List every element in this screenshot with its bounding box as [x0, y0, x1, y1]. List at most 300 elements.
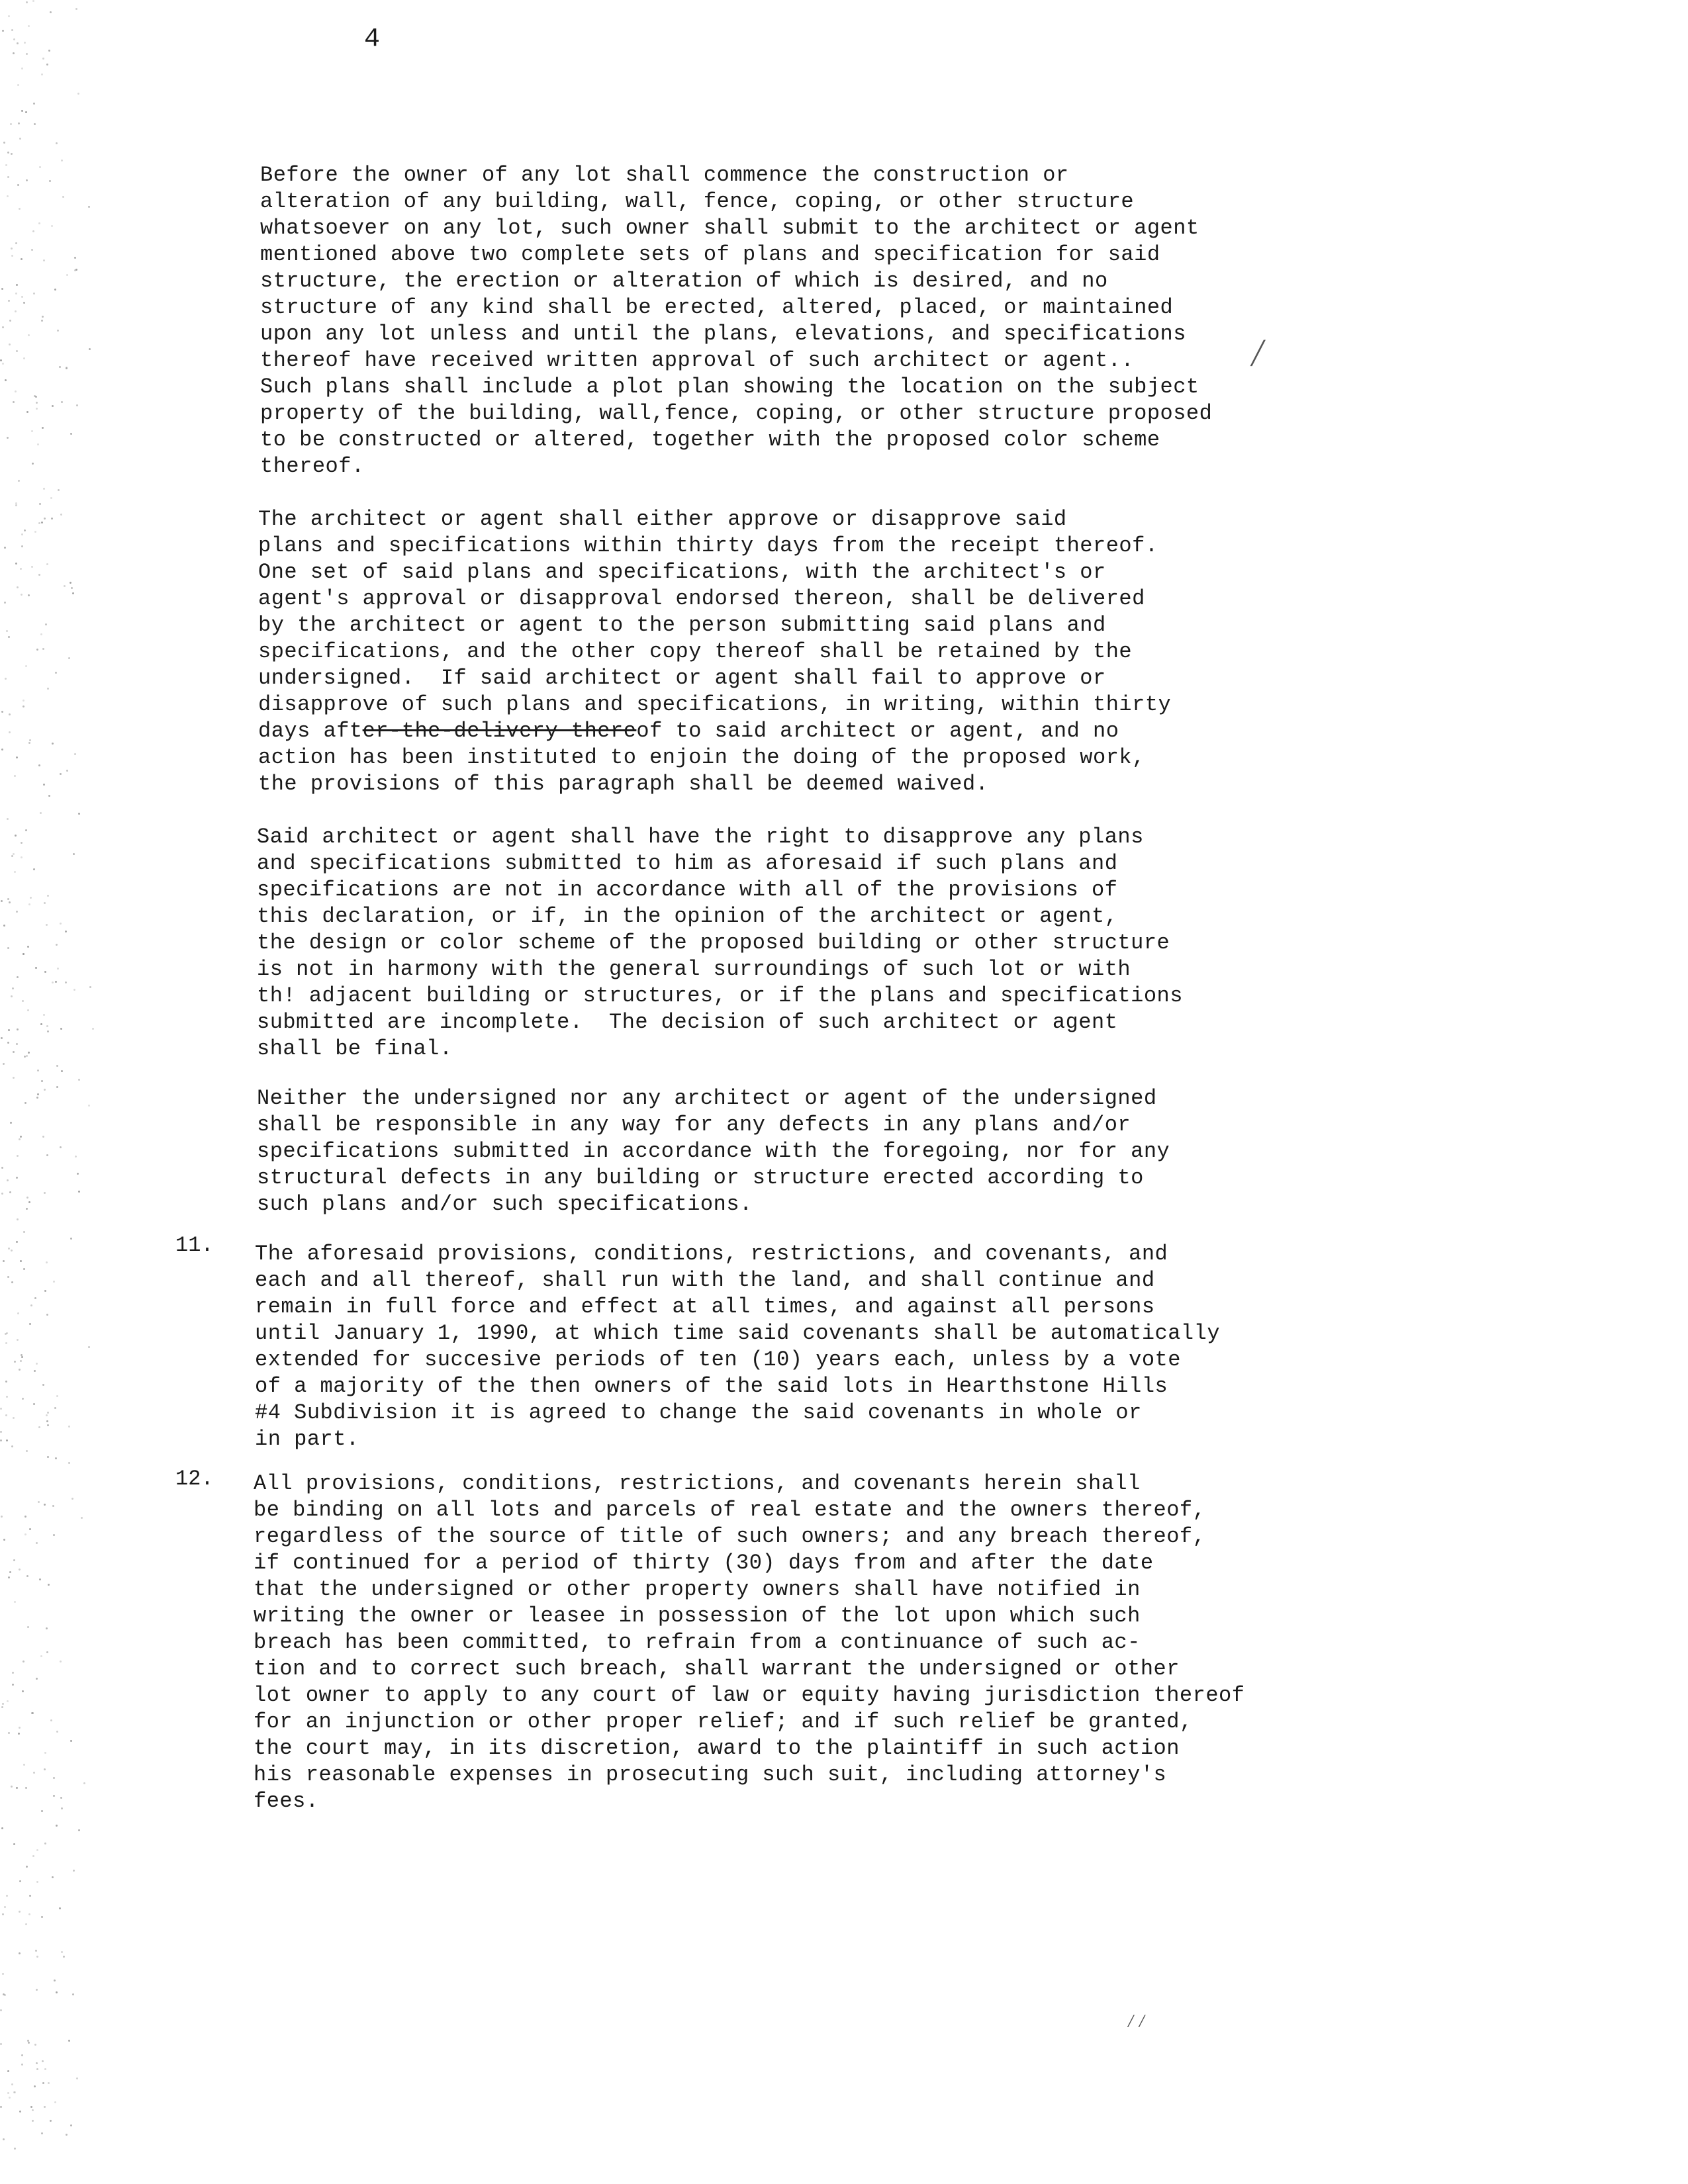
scan-speck — [11, 153, 13, 155]
scan-speck — [19, 1727, 21, 1729]
scan-speck — [16, 1787, 18, 1789]
scan-speck — [56, 1731, 58, 1733]
scan-speck — [44, 1768, 46, 1770]
scan-speck — [41, 1916, 43, 1918]
scan-speck — [23, 357, 25, 359]
scan-speck — [7, 2070, 9, 2072]
scan-speck — [35, 1950, 37, 1952]
scan-speck — [28, 334, 30, 336]
scan-speck — [0, 2043, 2, 2045]
scan-speck — [62, 196, 64, 198]
scan-speck — [21, 110, 23, 112]
scan-speck — [23, 1268, 25, 1270]
scan-speck — [25, 829, 27, 831]
scan-speck — [50, 497, 52, 499]
scan-speck — [32, 0, 34, 2]
scan-speck — [19, 1369, 21, 1371]
scan-speck — [19, 1911, 21, 1913]
text-line: to be constructed or altered, together with the proposed color scheme — [260, 428, 1160, 452]
scan-speck — [16, 350, 18, 352]
scan-speck — [44, 1843, 46, 1844]
scan-speck — [21, 296, 23, 298]
scan-speck — [9, 320, 11, 322]
scan-speck — [23, 705, 24, 707]
text-line: Such plans shall include a plot plan showing the location on the subject — [260, 375, 1199, 399]
scan-speck — [38, 574, 40, 576]
scan-speck — [45, 623, 47, 625]
scan-speck — [8, 1248, 10, 1250]
scan-speck — [17, 1339, 19, 1341]
scan-speck — [15, 835, 17, 837]
scan-speck — [68, 657, 70, 659]
scan-speck — [44, 518, 46, 520]
scan-speck — [60, 1028, 62, 1030]
scan-speck — [20, 568, 22, 570]
scan-speck — [42, 1384, 44, 1386]
scan-speck — [20, 1136, 22, 1138]
scan-speck — [46, 1651, 48, 1653]
scan-speck — [40, 1023, 42, 1025]
scan-speck — [16, 911, 18, 913]
scan-speck — [16, 1043, 18, 1045]
scan-speck — [39, 503, 41, 505]
scan-speck — [38, 222, 40, 224]
scan-speck — [46, 1154, 48, 1156]
scan-speck — [15, 563, 17, 565]
scan-speck — [15, 293, 17, 295]
scan-speck — [30, 897, 32, 899]
scan-speck — [44, 1752, 46, 1754]
scan-speck — [28, 1913, 30, 1915]
scan-speck — [13, 1843, 15, 1845]
scan-speck — [26, 1, 28, 3]
scan-speck — [1, 711, 3, 713]
text-line: structural defects in any building or structure erected according to — [257, 1165, 1144, 1190]
scan-speck — [7, 2092, 9, 2094]
scan-speck — [42, 2082, 44, 2084]
scan-speck — [25, 1787, 27, 1789]
text-line: the provisions of this paragraph shall be deemed waived. — [258, 772, 989, 796]
scan-speck — [17, 1218, 19, 1220]
scan-speck — [78, 1829, 80, 1831]
text-line: fees. — [254, 1789, 319, 1813]
scan-speck — [7, 1276, 9, 1278]
scan-speck — [17, 84, 19, 86]
scan-speck — [23, 302, 25, 304]
scan-speck — [26, 1575, 28, 1577]
text-line: action has been instituted to enjoin the doing of the proposed work, — [258, 745, 1145, 770]
scan-speck — [70, 1740, 72, 1742]
scan-speck — [56, 1825, 58, 1827]
scan-speck — [28, 25, 30, 27]
scan-speck — [21, 545, 23, 547]
scan-speck — [13, 1077, 15, 1079]
scan-speck — [29, 739, 31, 741]
scan-speck — [6, 1396, 8, 1398]
scan-speck — [37, 443, 39, 445]
scan-speck — [5, 379, 7, 381]
scan-speck — [36, 1849, 38, 1851]
scan-speck — [9, 2097, 11, 2099]
scan-speck — [36, 402, 38, 404]
scan-speck — [44, 971, 46, 973]
scan-speck — [56, 1086, 58, 1088]
scan-speck — [17, 1028, 19, 1030]
scan-speck — [31, 566, 33, 568]
scan-speck — [28, 2042, 30, 2044]
scan-speck — [25, 665, 27, 667]
scan-speck — [74, 753, 76, 755]
scan-speck — [10, 1122, 12, 1124]
scan-speck — [74, 257, 76, 259]
scan-speck — [34, 1370, 36, 1372]
scan-speck — [1, 749, 3, 751]
section-11-covenant-duration — [255, 1241, 1220, 1453]
scan-speck — [49, 180, 51, 182]
page-mark: 4 — [364, 24, 381, 54]
scan-speck — [37, 1093, 39, 1095]
text-line: regardless of the source of title of such owners; and any breach thereof, — [254, 1524, 1206, 1549]
scan-speck — [22, 1398, 24, 1400]
scan-speck — [42, 58, 44, 60]
text-line: that the undersigned or other property owners shall have notified in — [254, 1577, 1141, 1602]
scan-speck — [36, 649, 38, 651]
scan-speck — [16, 756, 18, 758]
scan-speck — [33, 1403, 35, 1405]
scan-speck — [26, 411, 28, 413]
scan-speck — [1, 288, 3, 290]
scan-speck — [52, 1505, 54, 1507]
scan-speck — [12, 1672, 14, 1674]
scan-speck — [32, 2120, 34, 2122]
scan-speck — [70, 582, 71, 584]
scan-speck — [21, 2064, 23, 2066]
scan-speck — [24, 529, 26, 531]
scan-speck — [9, 1191, 11, 1193]
scan-speck — [13, 52, 15, 54]
scan-speck — [89, 986, 91, 988]
text-line: Neither the undersigned nor any architect or agent of the undersigned — [257, 1086, 1157, 1111]
scan-speck — [18, 1733, 20, 1735]
scan-speck — [26, 1450, 28, 1452]
scan-speck — [7, 152, 9, 154]
scan-speck — [1, 1516, 3, 1518]
scan-speck — [46, 924, 48, 926]
scan-speck — [47, 1456, 49, 1458]
scan-speck — [24, 1102, 26, 1104]
scan-speck — [10, 123, 12, 125]
scan-speck — [78, 1191, 80, 1193]
scan-speck — [24, 1056, 26, 1058]
scan-speck — [6, 1332, 8, 1334]
scan-speck — [8, 1029, 10, 1031]
scan-speck — [60, 1661, 62, 1662]
scan-speck — [4, 1994, 6, 1996]
scan-speck — [27, 1009, 29, 1011]
scan-speck — [56, 1991, 58, 1993]
scan-speck — [4, 547, 6, 549]
scan-speck — [24, 1533, 26, 1535]
scan-speck — [21, 68, 23, 69]
scan-speck — [5, 1414, 7, 1416]
scan-speck — [36, 1881, 38, 1883]
scan-speck — [68, 2040, 70, 2042]
scan-speck — [53, 1281, 55, 1283]
scan-speck — [3, 2138, 5, 2140]
text-line: this declaration, or if, in the opinion of the architect or agent, — [257, 904, 1118, 929]
text-line: disapprove of such plans and specifications, in writing, within thirty — [258, 692, 1172, 717]
scan-speck — [81, 1517, 83, 1519]
scan-speck — [65, 931, 67, 933]
scan-speck — [44, 1089, 46, 1091]
scan-speck — [28, 903, 30, 905]
scan-speck — [2, 363, 4, 365]
scan-speck — [66, 770, 68, 772]
scan-speck — [36, 408, 38, 410]
scan-speck — [51, 225, 53, 227]
scan-speck — [44, 2068, 46, 2070]
scan-speck — [38, 764, 40, 766]
scan-speck — [50, 1719, 52, 1721]
scan-speck — [15, 390, 17, 392]
text-line: Said architect or agent shall have the right to disapprove any plans — [257, 825, 1144, 849]
scan-speck — [48, 795, 50, 797]
scan-speck — [2, 30, 4, 32]
scan-speck — [27, 1626, 29, 1628]
scan-speck — [55, 1457, 57, 1459]
scan-speck — [60, 923, 62, 925]
scan-speck — [22, 1000, 24, 1002]
scan-speck — [11, 1786, 13, 1788]
text-line: writing the owner or leasee in possession of the lot upon which such — [254, 1604, 1141, 1628]
scan-speck — [0, 1408, 2, 1410]
scan-speck — [16, 1241, 18, 1243]
scan-speck — [8, 300, 10, 302]
scan-speck — [5, 1381, 7, 1383]
scan-speck — [43, 1014, 45, 1016]
scan-speck — [11, 248, 13, 250]
scan-speck — [28, 1201, 30, 1203]
scan-speck — [44, 1504, 46, 1506]
scan-speck — [14, 2091, 16, 2093]
scan-speck — [0, 1439, 2, 1441]
scan-speck — [19, 1952, 21, 1954]
scan-speck — [68, 1462, 70, 1464]
text-line-with-strikeout — [258, 718, 1171, 745]
scan-speck — [61, 401, 63, 403]
scan-speck — [38, 1426, 40, 1428]
scan-speck — [17, 42, 19, 44]
scan-speck — [26, 179, 28, 181]
scan-speck — [34, 2044, 36, 2046]
scan-speck — [26, 1197, 28, 1199]
scan-speck — [75, 8, 77, 10]
scan-speck — [78, 1079, 80, 1081]
scan-speck — [22, 1690, 24, 1692]
scan-speck — [73, 853, 75, 855]
scan-speck — [38, 1501, 40, 1503]
scan-speck — [37, 1069, 39, 1071]
scan-speck — [36, 2062, 38, 2064]
text-line: undersigned. If said architect or agent shall fail to approve or — [258, 666, 1106, 690]
stray-mark: ⁄⁄ — [1125, 2013, 1148, 2033]
scan-speck — [70, 2124, 72, 2126]
scan-speck — [29, 1323, 31, 1325]
scan-speck — [34, 123, 36, 125]
scan-speck — [1, 900, 3, 902]
scan-speck — [70, 1238, 72, 1240]
scan-speck — [77, 1173, 79, 1175]
scan-speck — [46, 1261, 48, 1263]
scan-speck — [26, 1208, 28, 1210]
scan-speck — [47, 1030, 49, 1032]
scan-speck — [75, 1156, 77, 1158]
scan-speck — [2, 1703, 4, 1705]
scan-speck — [48, 2082, 50, 2084]
scan-speck — [76, 2077, 78, 2079]
scan-speck — [8, 636, 10, 638]
text-line: be binding on all lots and parcels of real estate and the owners thereof, — [254, 1498, 1206, 1522]
scan-speck — [18, 122, 20, 124]
scan-speck — [42, 427, 44, 429]
scan-speck — [2, 326, 4, 328]
scan-speck — [57, 330, 59, 332]
scan-speck — [19, 1880, 21, 1882]
scan-speck — [20, 1360, 22, 1362]
scan-speck — [18, 480, 20, 482]
text-line: for an injunction or other proper relief; and if such relief be granted, — [254, 1709, 1193, 1734]
scan-speck — [61, 1070, 63, 1072]
scan-speck — [11, 1250, 13, 1251]
scan-speck — [14, 2148, 16, 2150]
scan-speck — [41, 522, 43, 523]
scan-speck — [48, 1584, 50, 1586]
scan-speck — [32, 463, 34, 465]
scan-speck — [1, 1167, 3, 1169]
scan-speck — [13, 38, 15, 40]
scan-speck — [21, 856, 23, 858]
text-line: thereof have received written approval of such architect or agent.. — [260, 348, 1135, 373]
scan-speck — [71, 1498, 73, 1500]
scan-speck — [76, 404, 78, 406]
scan-speck — [52, 743, 54, 745]
text-line: upon any lot unless and until the plans, elevations, and specifications — [260, 322, 1186, 346]
scan-speck — [23, 700, 24, 702]
scan-speck — [7, 176, 9, 178]
scan-speck — [9, 731, 11, 733]
scan-speck — [47, 1424, 49, 1426]
scan-speck — [71, 587, 73, 589]
scan-speck — [13, 1051, 15, 1053]
scan-speck — [41, 1080, 43, 1082]
scan-speck — [7, 195, 9, 197]
scan-speck — [14, 1601, 16, 1603]
scan-speck — [72, 592, 74, 594]
scan-speck — [34, 2085, 36, 2087]
scan-noise — [0, 0, 132, 2184]
scan-speck — [70, 433, 72, 435]
scan-speck — [92, 1028, 94, 1030]
text-segment: days aft — [258, 719, 363, 743]
scan-speck — [60, 514, 62, 516]
text-line: th! adjacent building or structures, or if the plans and specifications — [257, 983, 1183, 1008]
text-line: whatsoever on any lot, such owner shall submit to the architect or agent — [260, 216, 1199, 240]
scan-speck — [39, 1578, 41, 1580]
scan-speck — [34, 531, 36, 533]
scan-speck — [60, 1146, 62, 1148]
scan-speck — [30, 1304, 32, 1306]
paragraph-right-to-disapprove — [257, 824, 1183, 1062]
scan-speck — [3, 142, 5, 144]
scan-speck — [42, 316, 44, 318]
scan-speck — [31, 430, 33, 432]
text-line: his reasonable expenses in prosecuting such suit, including attorney's — [254, 1762, 1167, 1787]
scan-speck — [0, 2009, 2, 2011]
scan-speck — [88, 1105, 90, 1107]
scan-speck — [51, 518, 53, 520]
scan-speck — [15, 502, 17, 504]
scan-speck — [34, 1297, 36, 1299]
scan-speck — [8, 1732, 10, 1734]
scan-speck — [20, 1260, 22, 1262]
scan-speck — [21, 594, 23, 596]
scan-speck — [88, 1346, 90, 1348]
scan-speck — [30, 2106, 32, 2108]
scan-speck — [43, 784, 45, 786]
scan-speck — [29, 1528, 31, 1530]
scan-speck — [33, 1772, 35, 1774]
scan-speck — [2, 1913, 4, 1915]
scan-speck — [7, 1700, 9, 1702]
scan-speck — [46, 1627, 48, 1629]
scan-speck — [6, 630, 8, 632]
scan-speck — [12, 987, 14, 989]
scan-speck — [7, 437, 9, 439]
scan-speck — [13, 401, 15, 403]
scan-speck — [54, 2101, 56, 2103]
scan-speck — [46, 1025, 48, 1027]
scan-speck — [40, 633, 42, 635]
scan-speck — [28, 742, 30, 744]
text-line: extended for succesive periods of ten (10) years each, unless by a vote — [255, 1347, 1181, 1372]
scan-speck — [36, 2068, 38, 2070]
scan-speck — [56, 944, 58, 946]
text-line: submitted are incomplete. The decision of such architect or agent — [257, 1010, 1118, 1034]
scan-speck — [53, 1795, 55, 1797]
scan-speck — [14, 871, 16, 873]
scan-speck — [46, 1314, 48, 1316]
scan-speck — [26, 1055, 28, 1057]
scan-speck — [73, 989, 75, 991]
scan-speck — [56, 142, 58, 144]
scan-speck — [32, 1855, 34, 1857]
text-line: the court may, in its discretion, award to the plaintiff in such action — [254, 1736, 1180, 1760]
scan-speck — [25, 1923, 27, 1925]
scan-speck — [12, 1684, 14, 1686]
text-line: each and all thereof, shall run with the land, and shall continue and — [255, 1268, 1155, 1293]
scan-speck — [88, 206, 90, 208]
text-line: in part. — [255, 1427, 359, 1451]
text-line: alteration of any building, wall, fence, coping, or other structure — [260, 189, 1135, 214]
scan-speck — [3, 1260, 5, 1262]
text-line: specifications, and the other copy thereof shall be retained by the — [258, 639, 1133, 664]
text-line: and specifications submitted to him as aforesaid if such plans and — [257, 851, 1118, 876]
scan-speck — [5, 678, 7, 680]
scan-speck — [2, 1973, 4, 1975]
scan-speck — [55, 981, 57, 983]
scan-speck — [44, 2106, 46, 2108]
scan-speck — [77, 93, 79, 95]
